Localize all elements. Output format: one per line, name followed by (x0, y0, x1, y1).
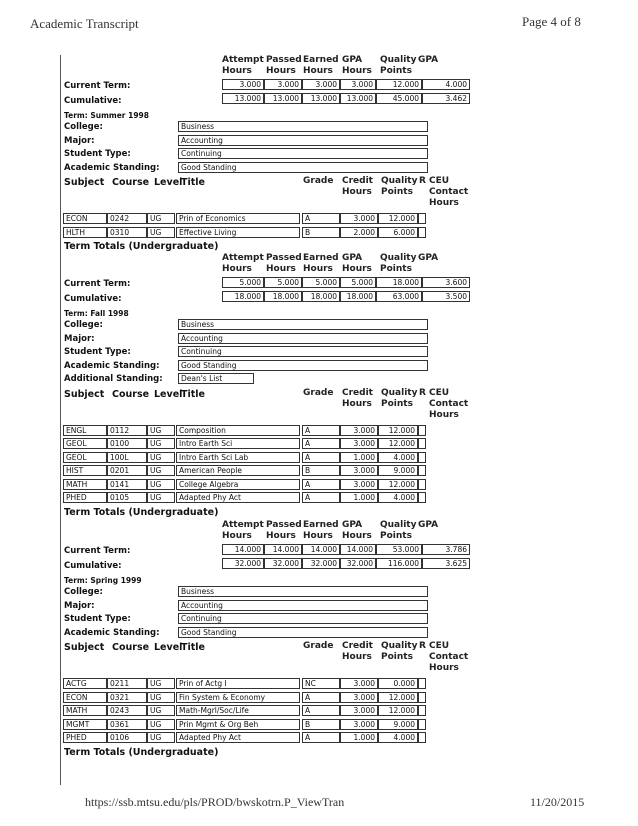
term-name: Term: Spring 1999 (64, 576, 142, 585)
gpa-header: Hours (266, 264, 296, 274)
r-checkbox (418, 425, 426, 436)
course-cell: UG (147, 479, 175, 490)
course-cell: MATH (63, 705, 107, 716)
current-value: 12.000 (376, 79, 422, 90)
credit-header: Credit (342, 387, 373, 398)
college-label: College: (64, 587, 103, 597)
current-value: 5.000 (264, 277, 302, 288)
current-value: 3.000 (340, 79, 376, 90)
course-cell: B (302, 719, 340, 730)
course-cell: 3.000 (340, 678, 378, 689)
course-cell: 100L (107, 452, 147, 463)
course-cell: 4.000 (378, 732, 418, 743)
course-cell: B (302, 227, 340, 238)
course-cell: A (302, 479, 340, 490)
cumulative-value: 32.000 (340, 558, 376, 569)
course-cell: UG (147, 692, 175, 703)
contact-hours-header: Hours (429, 663, 459, 673)
cumulative-label: Cumulative: (64, 294, 122, 304)
course-cell: UG (147, 719, 175, 730)
current-value: 18.000 (376, 277, 422, 288)
course-cell: MGMT (63, 719, 107, 730)
course-cell: Prin of Actg I (176, 678, 300, 689)
course-cell: 0.000 (378, 678, 418, 689)
course-cell: 12.000 (378, 438, 418, 449)
cumulative-value: 3.500 (422, 291, 470, 302)
cumulative-value: 3.462 (422, 93, 470, 104)
gpa-header: Hours (222, 66, 252, 76)
r-checkbox (418, 732, 426, 743)
r-checkbox (418, 479, 426, 490)
r-checkbox (418, 438, 426, 449)
gpa-header: Hours (342, 264, 372, 274)
cumulative-label: Cumulative: (64, 96, 122, 106)
course-cell: UG (147, 678, 175, 689)
course-cell: 1.000 (340, 732, 378, 743)
course-cell: A (302, 213, 340, 224)
academic-standing-field: Good Standing (178, 360, 428, 371)
course-cell: UG (147, 465, 175, 476)
grade-header: Grade (303, 176, 334, 186)
credit-hours-header: Hours (342, 652, 372, 662)
credit-hours-header: Hours (342, 398, 372, 409)
major-field: Accounting (178, 600, 428, 611)
course-cell: 0100 (107, 438, 147, 449)
course-cell: ACTG (63, 678, 107, 689)
course-cell: ENGL (63, 425, 107, 436)
course-cell: MATH (63, 479, 107, 490)
cumulative-value: 45.000 (376, 93, 422, 104)
gpa-header: GPA (418, 55, 439, 65)
gpa-header: Quality (380, 253, 417, 263)
course-cell: 1.000 (340, 452, 378, 463)
cumulative-value: 116.000 (376, 558, 422, 569)
course-cell: GEOL (63, 438, 107, 449)
course-cell: 6.000 (378, 227, 418, 238)
course-cell: 9.000 (378, 719, 418, 730)
cumulative-value: 32.000 (302, 558, 340, 569)
cumulative-value: 13.000 (340, 93, 376, 104)
r-checkbox (418, 227, 426, 238)
contact-hours-header: Hours (429, 409, 459, 420)
major-field: Accounting (178, 333, 428, 344)
gpa-header: Points (380, 264, 412, 274)
course-cell: UG (147, 227, 175, 238)
grade-header: Grade (303, 641, 334, 651)
current-term-label: Current Term: (64, 546, 131, 556)
course-cell: NC (302, 678, 340, 689)
cumulative-value: 18.000 (264, 291, 302, 302)
course-cell: Prin of Economics (176, 213, 300, 224)
term-totals-label: Term Totals (Undergraduate) (64, 746, 219, 758)
course-cell: PHED (63, 732, 107, 743)
quality-header: Quality (381, 387, 418, 398)
cumulative-value: 63.000 (376, 291, 422, 302)
course-cell: 0105 (107, 492, 147, 503)
college-field: Business (178, 319, 428, 330)
current-value: 3.000 (222, 79, 264, 90)
course-cell: 0243 (107, 705, 147, 716)
course-cell: UG (147, 452, 175, 463)
gpa-header: Hours (222, 531, 252, 541)
current-value: 14.000 (340, 544, 376, 555)
contact-header: Contact (429, 187, 469, 197)
cumulative-value: 18.000 (222, 291, 264, 302)
course-cell: 3.000 (340, 479, 378, 490)
course-cell: ECON (63, 213, 107, 224)
course-cell: 1.000 (340, 492, 378, 503)
cumulative-value: 18.000 (340, 291, 376, 302)
r-checkbox (418, 452, 426, 463)
contact-header: Contact (429, 398, 469, 409)
current-value: 4.000 (422, 79, 470, 90)
course-cell: College Algebra (176, 479, 300, 490)
gpa-header: Hours (266, 66, 296, 76)
course-cell: 12.000 (378, 692, 418, 703)
cumulative-value: 18.000 (302, 291, 340, 302)
current-value: 5.000 (340, 277, 376, 288)
student-type-label: Student Type: (64, 347, 131, 357)
contact-header: Contact (429, 652, 469, 662)
r-checkbox (418, 465, 426, 476)
course-cell: 0141 (107, 479, 147, 490)
course-cell: 0211 (107, 678, 147, 689)
current-value: 3.000 (302, 79, 340, 90)
cumulative-value: 13.000 (264, 93, 302, 104)
title-header: Title (181, 177, 205, 188)
ceu-header: CEU (429, 641, 450, 651)
course-cell: 0201 (107, 465, 147, 476)
course-cell: Intro Earth Sci (176, 438, 300, 449)
gpa-header: Passed (266, 55, 302, 65)
course-cell: PHED (63, 492, 107, 503)
major-field: Accounting (178, 135, 428, 146)
gpa-header: Hours (303, 531, 333, 541)
gpa-header: GPA (342, 253, 363, 263)
course-cell: 3.000 (340, 438, 378, 449)
course-cell: 4.000 (378, 452, 418, 463)
course-cell: A (302, 705, 340, 716)
academic-standing-label: Academic Standing: (64, 627, 160, 638)
page-number: Page 4 of 8 (522, 14, 581, 29)
r-header: R (419, 387, 426, 398)
gpa-header: Points (380, 531, 412, 541)
course-cell: 3.000 (340, 425, 378, 436)
course-cell: 0361 (107, 719, 147, 730)
course-cell: Adapted Phy Act (176, 492, 300, 503)
title-header: Title (181, 388, 205, 400)
college-label: College: (64, 320, 103, 330)
gpa-header: Earned (303, 55, 339, 65)
gpa-header: Quality (380, 55, 417, 65)
course-cell: 4.000 (378, 492, 418, 503)
r-checkbox (418, 705, 426, 716)
cumulative-value: 3.625 (422, 558, 470, 569)
course-cell: UG (147, 425, 175, 436)
course-cell: A (302, 452, 340, 463)
course-cell: 12.000 (378, 479, 418, 490)
gpa-header: Quality (380, 520, 417, 530)
gpa-header: Hours (342, 531, 372, 541)
course-cell: HIST (63, 465, 107, 476)
course-cell: 3.000 (340, 213, 378, 224)
current-value: 14.000 (302, 544, 340, 555)
course-cell: 12.000 (378, 425, 418, 436)
course-cell: Fin System & Economy (176, 692, 300, 703)
gpa-header: Earned (303, 520, 339, 530)
term-totals-label: Term Totals (Undergraduate) (64, 241, 219, 252)
course-cell: Effective Living (176, 227, 300, 238)
course-cell: A (302, 425, 340, 436)
course-cell: 3.000 (340, 465, 378, 476)
credit-header: Credit (342, 641, 373, 651)
quality-header: Quality (381, 641, 418, 651)
course-cell: 0310 (107, 227, 147, 238)
level-header: Level (154, 388, 183, 400)
r-header: R (419, 641, 426, 651)
current-term-label: Current Term: (64, 279, 131, 289)
course-header: Course (112, 177, 150, 188)
current-value: 14.000 (222, 544, 264, 555)
academic-standing-field: Good Standing (178, 627, 428, 638)
term-name: Term: Summer 1998 (64, 111, 149, 120)
course-cell: UG (147, 732, 175, 743)
course-cell: UG (147, 492, 175, 503)
major-label: Major: (64, 135, 95, 146)
academic-standing-label: Academic Standing: (64, 162, 160, 173)
cumulative-value: 13.000 (222, 93, 264, 104)
major-label: Major: (64, 600, 95, 611)
gpa-header: Attempt (222, 520, 264, 530)
course-cell: GEOL (63, 452, 107, 463)
term-totals-label: Term Totals (Undergraduate) (64, 506, 219, 518)
course-cell: UG (147, 438, 175, 449)
cumulative-value: 13.000 (302, 93, 340, 104)
document-title: Academic Transcript (30, 16, 139, 31)
course-cell: Intro Earth Sci Lab (176, 452, 300, 463)
quality-points-header: Points (381, 398, 413, 409)
gpa-header: Hours (342, 66, 372, 76)
cumulative-value: 32.000 (222, 558, 264, 569)
course-cell: 12.000 (378, 213, 418, 224)
course-cell: 3.000 (340, 692, 378, 703)
gpa-header: Attempt (222, 253, 264, 263)
ceu-header: CEU (429, 387, 450, 398)
course-header: Course (112, 642, 150, 653)
course-cell: Math-Mgrl/Soc/Life (176, 705, 300, 716)
course-cell: 0321 (107, 692, 147, 703)
college-field: Business (178, 586, 428, 597)
course-cell: A (302, 438, 340, 449)
current-value: 14.000 (264, 544, 302, 555)
course-cell: HLTH (63, 227, 107, 238)
student-type-label: Student Type: (64, 614, 131, 624)
student-type-label: Student Type: (64, 149, 131, 159)
gpa-header: GPA (418, 520, 439, 530)
course-cell: 3.000 (340, 705, 378, 716)
subject-header: Subject (64, 177, 105, 188)
academic-standing-field: Good Standing (178, 162, 428, 173)
ceu-header: CEU (429, 176, 450, 186)
gpa-header: Passed (266, 520, 302, 530)
course-cell: 3.000 (340, 719, 378, 730)
student-type-field: Continuing (178, 346, 428, 357)
title-header: Title (181, 642, 205, 653)
contact-hours-header: Hours (429, 198, 459, 208)
course-cell: A (302, 732, 340, 743)
current-value: 53.000 (376, 544, 422, 555)
course-cell: UG (147, 705, 175, 716)
course-cell: B (302, 465, 340, 476)
student-type-field: Continuing (178, 613, 428, 624)
course-cell: UG (147, 213, 175, 224)
gpa-header: Earned (303, 253, 339, 263)
quality-header: Quality (381, 176, 418, 186)
level-header: Level (154, 642, 183, 653)
gpa-header: Hours (222, 264, 252, 274)
gpa-header: Points (380, 66, 412, 76)
college-label: College: (64, 122, 103, 132)
gpa-header: Hours (266, 531, 296, 541)
r-checkbox (418, 719, 426, 730)
quality-points-header: Points (381, 187, 413, 197)
term-section (0, 520, 638, 760)
course-cell: 9.000 (378, 465, 418, 476)
gpa-header: Hours (303, 66, 333, 76)
gpa-header: Hours (303, 264, 333, 274)
level-header: Level (154, 177, 183, 188)
r-checkbox (418, 678, 426, 689)
cumulative-label: Cumulative: (64, 561, 122, 571)
college-field: Business (178, 121, 428, 132)
academic-standing-label: Academic Standing: (64, 360, 160, 371)
grade-header: Grade (303, 387, 334, 398)
current-value: 3.786 (422, 544, 470, 555)
gpa-header: Passed (266, 253, 302, 263)
quality-points-header: Points (381, 652, 413, 662)
current-value: 5.000 (302, 277, 340, 288)
term-section (0, 253, 638, 518)
course-cell: Composition (176, 425, 300, 436)
current-term-label: Current Term: (64, 81, 131, 91)
course-cell: 2.000 (340, 227, 378, 238)
r-checkbox (418, 492, 426, 503)
term-name: Term: Fall 1998 (64, 309, 129, 318)
r-header: R (419, 176, 426, 186)
additional-standing-label: Additional Standing: (64, 374, 163, 384)
credit-header: Credit (342, 176, 373, 186)
gpa-header: GPA (418, 253, 439, 263)
r-checkbox (418, 692, 426, 703)
course-header: Course (112, 388, 150, 400)
r-checkbox (418, 213, 426, 224)
course-cell: 12.000 (378, 705, 418, 716)
course-cell: 0106 (107, 732, 147, 743)
credit-hours-header: Hours (342, 187, 372, 197)
student-type-field: Continuing (178, 148, 428, 159)
course-cell: 0112 (107, 425, 147, 436)
current-value: 3.600 (422, 277, 470, 288)
current-value: 3.000 (264, 79, 302, 90)
gpa-header: GPA (342, 55, 363, 65)
subject-header: Subject (64, 642, 105, 653)
current-value: 5.000 (222, 277, 264, 288)
gpa-header: GPA (342, 520, 363, 530)
course-cell: A (302, 692, 340, 703)
course-cell: ECON (63, 692, 107, 703)
page-url: https://ssb.mtsu.edu/pls/PROD/bwskotrn.P_ViewTran (85, 795, 345, 809)
print-date: 11/20/2015 (530, 795, 585, 809)
major-label: Major: (64, 333, 95, 344)
cumulative-value: 32.000 (264, 558, 302, 569)
course-cell: A (302, 492, 340, 503)
course-cell: Prin Mgmt & Org Beh (176, 719, 300, 730)
course-cell: Adapted Phy Act (176, 732, 300, 743)
course-cell: American People (176, 465, 300, 476)
gpa-header: Attempt (222, 55, 264, 65)
additional-standing-field: Dean's List (178, 373, 254, 384)
course-cell: 0242 (107, 213, 147, 224)
subject-header: Subject (64, 388, 105, 400)
